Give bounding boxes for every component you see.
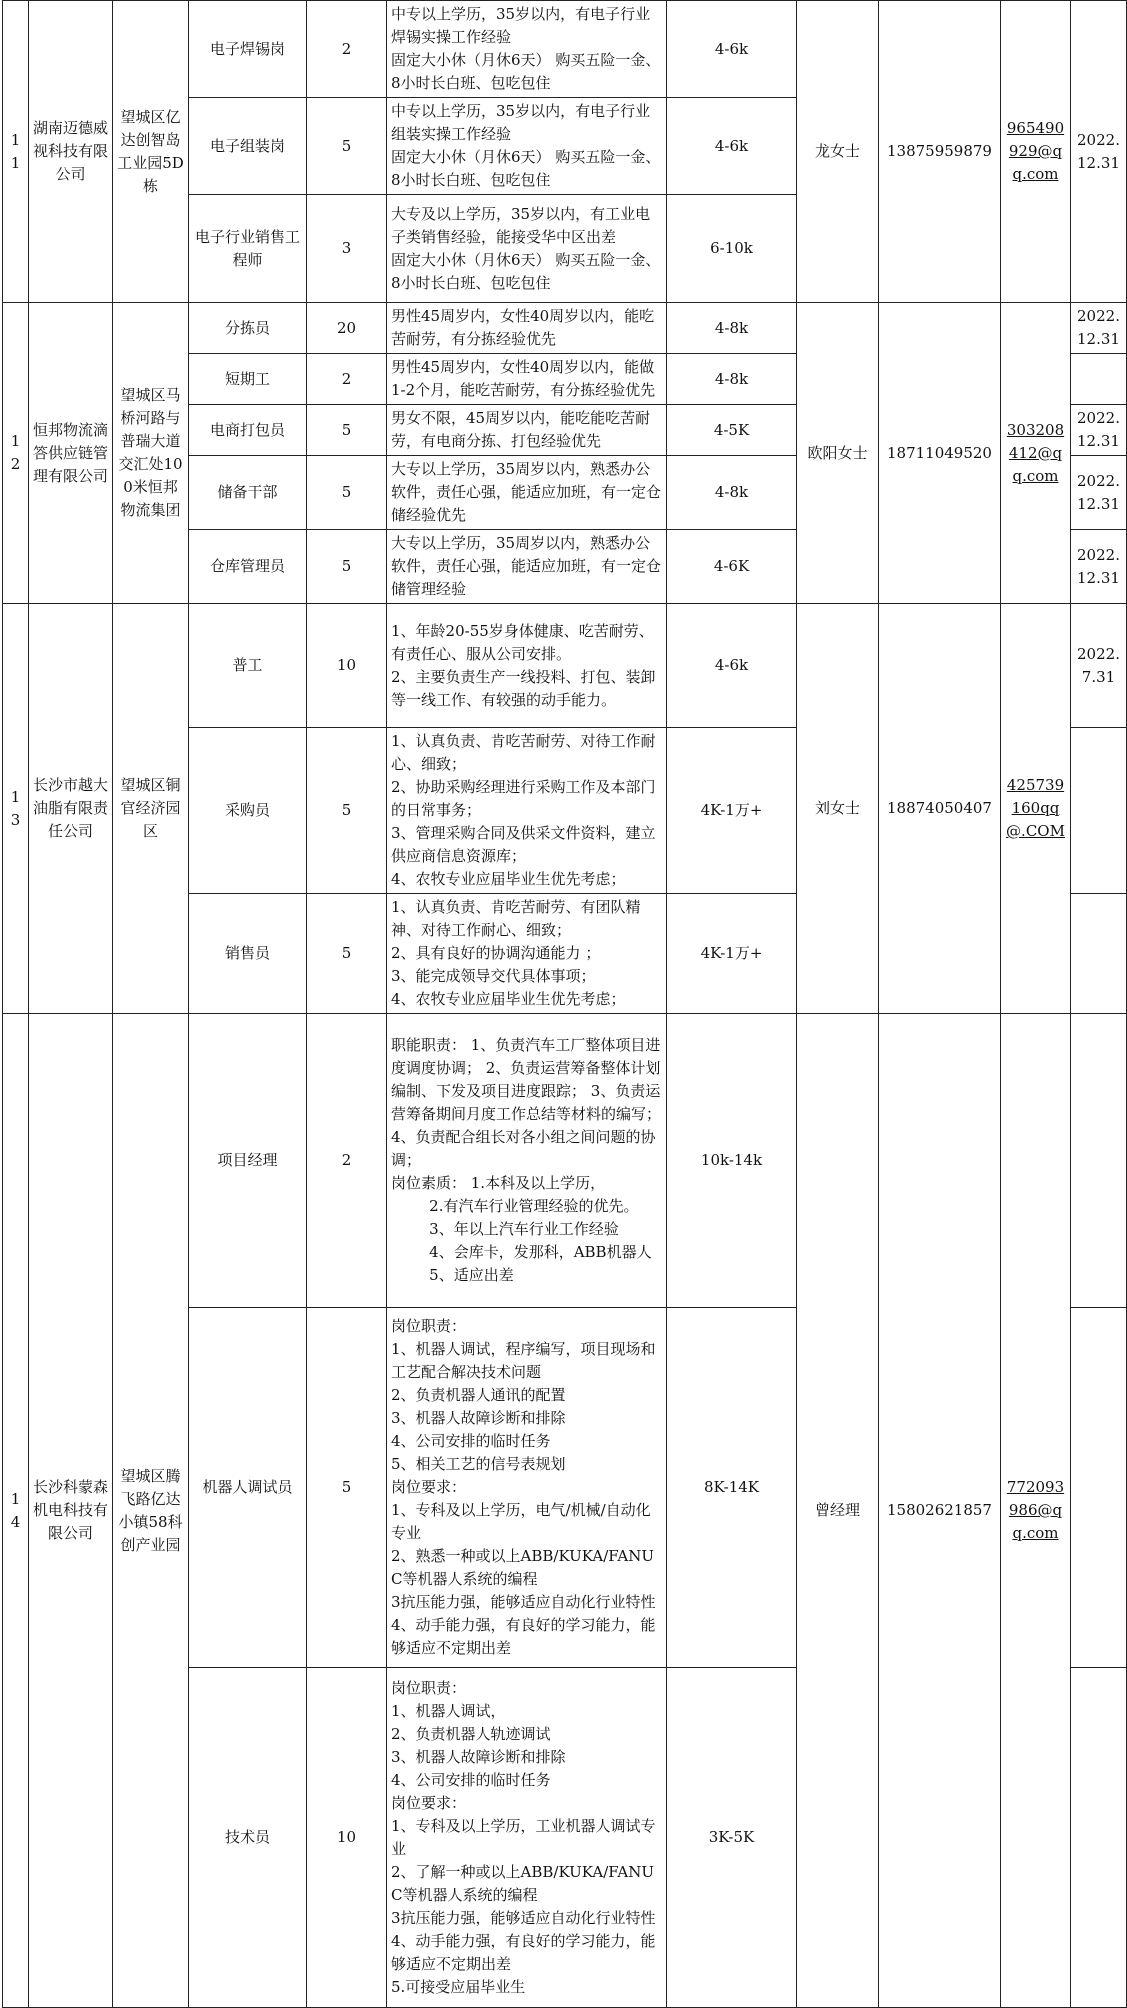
requirement-line: 2、负责机器人通讯的配置: [391, 1386, 566, 1404]
requirement-line: 2.有汽车行业管理经验的优先。: [391, 1197, 639, 1215]
position-salary: 4-6K: [667, 530, 797, 604]
position-title: 短期工: [189, 354, 307, 405]
deadline-date: 2022.12.31: [1071, 530, 1127, 604]
position-requirements: [387, 195, 667, 303]
requirement-line: 3、管理采购合同及供采文件资料，建立供应商信息资源库；: [391, 824, 656, 865]
position-salary: 4K-1万+: [667, 894, 797, 1014]
position-requirements: [387, 1308, 667, 1668]
position-salary: 8K-14K: [667, 1308, 797, 1668]
job-listing-table: [2, 0, 1127, 2008]
position-requirements: [387, 303, 667, 354]
table-row: [3, 1014, 1127, 1308]
contact-phone: 18874050407: [879, 604, 1001, 1014]
position-salary: 4-6k: [667, 98, 797, 195]
position-salary: 3K-5K: [667, 1668, 797, 2008]
requirement-line: 岗位素质： 1.本科及以上学历，: [391, 1174, 606, 1192]
company-address: 望城区马桥河路与普瑞大道交汇处100米恒邦物流集团: [113, 303, 189, 604]
requirement-line: 大专及以上学历，35岁以内，有工业电子类销售经验，能接受华中区出差: [391, 204, 651, 246]
position-requirements: [387, 894, 667, 1014]
requirement-line: 4、动手能力强，有良好的学习能力，能够适应不定期出差: [391, 1616, 656, 1657]
position-requirements: [387, 530, 667, 604]
company-name: 长沙科蒙森机电科技有限公司: [29, 1014, 113, 2008]
position-title: 普工: [189, 604, 307, 728]
position-title: 销售员: [189, 894, 307, 1014]
position-count: 10: [307, 1668, 387, 2008]
requirement-line: 1、机器人调试，: [391, 1701, 506, 1720]
requirement-line: 中专以上学历，35岁以内，有电子行业组装实操工作经验: [391, 102, 651, 143]
position-count: 5: [307, 728, 387, 894]
position-count: 5: [307, 530, 387, 604]
deadline-date: [1071, 894, 1127, 1014]
contact-email[interactable]: 772093986@qq.com: [1001, 1014, 1071, 2008]
position-title: 电子组装岗: [189, 98, 307, 195]
requirement-line: 5、相关工艺的信号表规划: [391, 1455, 566, 1473]
requirement-line: 大专以上学历，35周岁以内，熟悉办公软件，责任心强，能适应加班，有一定仓储经验优先: [391, 460, 662, 524]
position-title: 技术员: [189, 1668, 307, 2008]
position-title: 电子行业销售工程师: [189, 195, 307, 303]
position-requirements: [387, 728, 667, 894]
requirement-line: 岗位要求：: [391, 1793, 467, 1812]
position-salary: 10k-14k: [667, 1014, 797, 1308]
position-salary: 4-6k: [667, 604, 797, 728]
contact-phone: 13875959879: [879, 1, 1001, 303]
position-count: 5: [307, 405, 387, 456]
contact-person: 刘女士: [797, 604, 879, 1014]
requirement-line: 5.可接受应届毕业生: [391, 1977, 526, 1996]
requirement-line: 3、机器人故障诊断和排除: [391, 1747, 566, 1766]
position-count: 10: [307, 604, 387, 728]
contact-person: 曾经理: [797, 1014, 879, 2008]
company-address: 望城区亿达创智岛工业园5D栋: [113, 1, 189, 303]
requirement-line: 岗位职责：: [391, 1317, 467, 1335]
row-index: 11: [3, 1, 29, 303]
position-count: 5: [307, 1308, 387, 1668]
position-salary: 4-8k: [667, 303, 797, 354]
requirement-line: 固定大小休（月休6天） 购买五险一金、8小时长白班、包吃包住: [391, 250, 661, 292]
position-title: 机器人调试员: [189, 1308, 307, 1668]
position-requirements: [387, 456, 667, 530]
requirement-line: 岗位职责：: [391, 1678, 467, 1697]
table-row: [3, 303, 1127, 354]
contact-phone: 15802621857: [879, 1014, 1001, 2008]
requirement-line: 4、农牧专业应届毕业生优先考虑；: [391, 870, 626, 888]
requirement-line: 大专以上学历，35周岁以内，熟悉办公软件，责任心强，能适应加班，有一定仓储管理经验: [391, 534, 662, 598]
deadline-date: [1071, 728, 1127, 894]
contact-person: 欧阳女士: [797, 303, 879, 604]
position-requirements: [387, 98, 667, 195]
requirement-line: 4、动手能力强，有良好的学习能力，能够适应不定期出差: [391, 1931, 656, 1973]
requirement-line: 1、认真负责、肯吃苦耐劳、对待工作耐心、细致；: [391, 732, 656, 773]
requirement-line: 固定大小休（月休6天） 购买五险一金、8小时长白班、包吃包住: [391, 148, 661, 189]
position-count: 5: [307, 456, 387, 530]
requirement-line: 男性45周岁内，女性40周岁以内，能做1-2个月，能吃苦耐劳，有分拣经验优先: [391, 358, 656, 399]
position-count: 20: [307, 303, 387, 354]
requirement-line: 2、具有良好的协调沟通能力 ；: [391, 944, 601, 962]
table-row: [3, 604, 1127, 728]
requirement-line: 4、公司安排的临时任务: [391, 1770, 551, 1789]
position-title: 仓库管理员: [189, 530, 307, 604]
position-salary: 4-5K: [667, 405, 797, 456]
requirement-line: 1、机器人调试，程序编写，项目现场和工艺配合解决技术问题: [391, 1340, 656, 1381]
position-count: 2: [307, 1, 387, 98]
requirement-line: 4、农牧专业应届毕业生优先考虑；: [391, 990, 626, 1008]
row-index: 13: [3, 604, 29, 1014]
requirement-line: 1、年龄20-55岁身体健康、吃苦耐劳、有责任心、服从公司安排。: [391, 621, 654, 663]
position-count: 5: [307, 98, 387, 195]
requirement-line: 3抗压能力强，能够适应自动化行业特性: [391, 1593, 656, 1611]
requirement-line: 1、认真负责、肯吃苦耐劳、有团队精神、对待工作耐心、细致；: [391, 898, 641, 939]
position-count: 2: [307, 1014, 387, 1308]
position-requirements: [387, 604, 667, 728]
deadline-date: 2022.12.31: [1071, 303, 1127, 354]
requirement-line: 男性45周岁内，女性40周岁以内，能吃苦耐劳，有分拣经验优先: [391, 307, 655, 348]
position-salary: 4-8k: [667, 354, 797, 405]
requirement-line: 2、负责机器人轨迹调试: [391, 1724, 551, 1743]
row-index: 12: [3, 303, 29, 604]
requirement-line: 2、主要负责生产一线投料、打包、装卸等一线工作、有较强的动手能力。: [391, 667, 656, 709]
position-requirements: [387, 1, 667, 98]
contact-phone: 18711049520: [879, 303, 1001, 604]
position-salary: 4-8k: [667, 456, 797, 530]
position-title: 采购员: [189, 728, 307, 894]
deadline-date: 2022.12.31: [1071, 1, 1127, 303]
contact-email[interactable]: 425739160qq@.COM: [1001, 604, 1071, 1014]
contact-person: 龙女士: [797, 1, 879, 303]
requirement-line: 2、了解一种或以上ABB/KUKA/FANUC等机器人系统的编程: [391, 1862, 654, 1904]
position-count: 3: [307, 195, 387, 303]
contact-email[interactable]: 303208412@qq.com: [1001, 303, 1071, 604]
requirement-line: 3抗压能力强，能够适应自动化行业特性: [391, 1908, 656, 1927]
contact-email[interactable]: 965490929@qq.com: [1001, 1, 1071, 303]
deadline-date: [1071, 1668, 1127, 2008]
company-name: 恒邦物流滴答供应链管理有限公司: [29, 303, 113, 604]
requirement-line: 职能职责： 1、负责汽车工厂整体项目进度调度协调； 2、负责运营筹备整体计划编制、下发及项目进度跟踪； 3、负责运营筹备期间月度工作总结等材料的编写； 4、负责配合组长对各小组之间问题的协调；: [391, 1036, 666, 1169]
deadline-date: 2022.12.31: [1071, 405, 1127, 456]
requirement-line: 2、协助采购经理进行采购工作及本部门的日常事务；: [391, 778, 656, 819]
position-requirements: [387, 1014, 667, 1308]
company-name: 湖南迈德威视科技有限公司: [29, 1, 113, 303]
company-address: 望城区腾飞路亿达小镇58科创产业园: [113, 1014, 189, 2008]
requirement-line: 1、专科及以上学历，工业机器人调试专业: [391, 1816, 656, 1858]
company-address: 望城区铜官经济园区: [113, 604, 189, 1014]
position-title: 电商打包员: [189, 405, 307, 456]
requirement-line: 4、公司安排的临时任务: [391, 1432, 551, 1450]
position-title: 分拣员: [189, 303, 307, 354]
requirement-line: 5、适应出差: [391, 1266, 514, 1284]
position-salary: 4K-1万+: [667, 728, 797, 894]
position-title: 储备干部: [189, 456, 307, 530]
position-title: 电子焊锡岗: [189, 1, 307, 98]
row-index: 14: [3, 1014, 29, 2008]
requirement-line: 2、熟悉一种或以上ABB/KUKA/FANUC等机器人系统的编程: [391, 1547, 654, 1588]
position-count: 5: [307, 894, 387, 1014]
position-requirements: [387, 405, 667, 456]
requirement-line: 4、会库卡，发那科，ABB机器人: [391, 1243, 652, 1261]
position-requirements: [387, 1668, 667, 2008]
position-count: 2: [307, 354, 387, 405]
deadline-date: [1071, 1014, 1127, 1308]
deadline-date: [1071, 354, 1127, 405]
deadline-date: 2022.7.31: [1071, 604, 1127, 728]
requirement-line: 1、专科及以上学历，电气/机械/自动化专业: [391, 1501, 651, 1542]
deadline-date: [1071, 1308, 1127, 1668]
position-requirements: [387, 354, 667, 405]
requirement-line: 3、年以上汽车行业工作经验: [391, 1220, 619, 1238]
company-name: 长沙市越大油脂有限责任公司: [29, 604, 113, 1014]
table-row: [3, 1, 1127, 98]
requirement-line: 3、机器人故障诊断和排除: [391, 1409, 566, 1427]
requirement-line: 男女不限，45周岁以内，能吃能吃苦耐劳，有电商分拣、打包经验优先: [391, 409, 651, 450]
requirement-line: 岗位要求：: [391, 1478, 467, 1496]
deadline-date: 2022.12.31: [1071, 456, 1127, 530]
position-title: 项目经理: [189, 1014, 307, 1308]
position-salary: 6-10k: [667, 195, 797, 303]
position-salary: 4-6k: [667, 1, 797, 98]
requirement-line: 3、能完成领导交代具体事项；: [391, 967, 596, 985]
requirement-line: 固定大小休（月休6天） 购买五险一金、8小时长白班、包吃包住: [391, 51, 661, 92]
requirement-line: 中专以上学历，35岁以内，有电子行业焊锡实操工作经验: [391, 5, 651, 46]
